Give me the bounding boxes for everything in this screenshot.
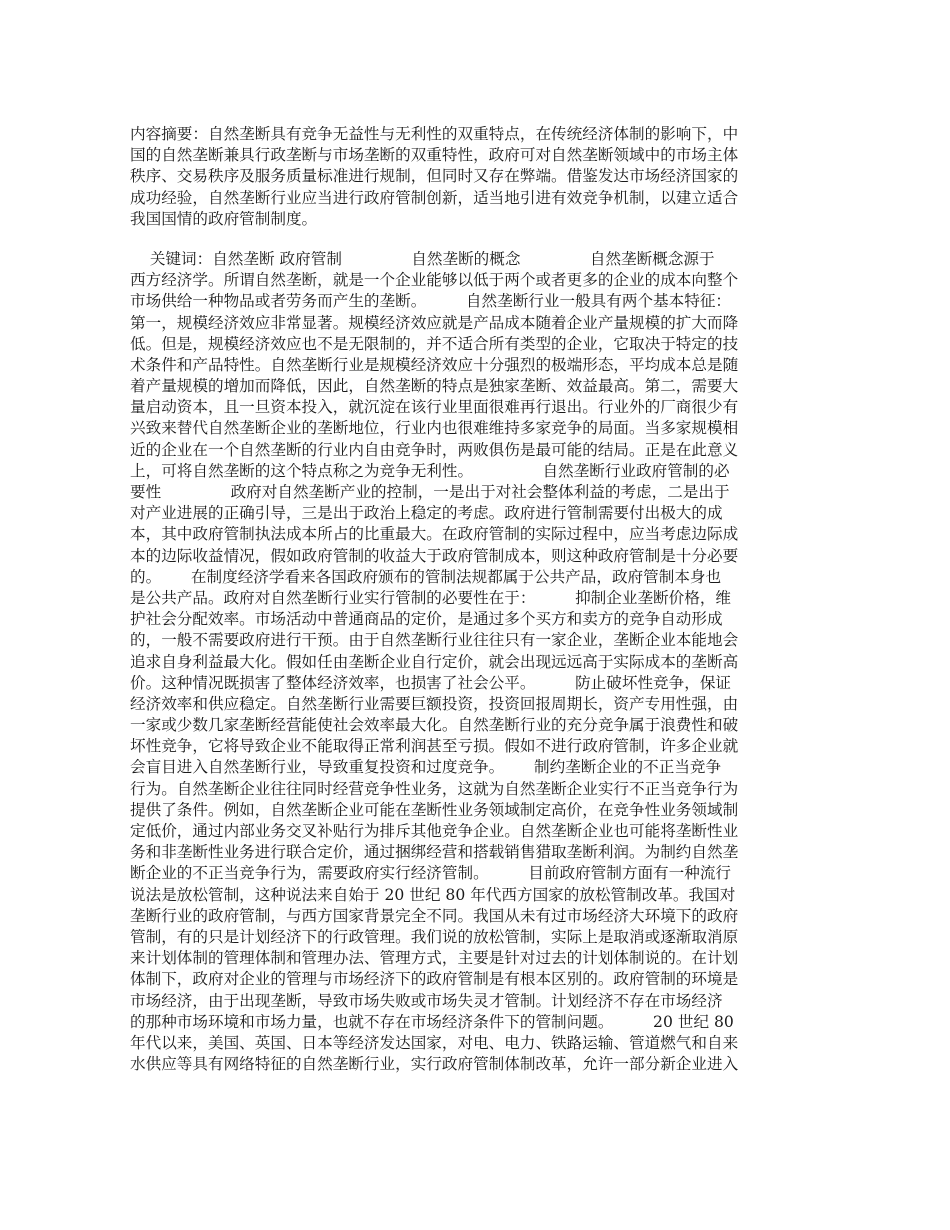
text-line: 第一，规模经济效应非常显著。规模经济效应就是产品成本随着企业产量规模的扩大而降 [130,313,739,332]
text-line: 国的自然垄断兼具行政垄断与市场垄断的双重特性，政府可对自然垄断领域中的市场主体 [130,146,739,165]
text-line: 价。这种情况既损害了整体经济效率，也损害了社会公平。 防止破坏性竞争，保证 [130,673,732,692]
body-paragraph [130,249,842,1075]
text-line: 护社会分配效率。市场活动中普通商品的定价，是通过多个买方和卖方的竞争自动形成 [130,610,723,629]
document-page [130,124,842,1075]
text-line: 量启动资本，且一旦资本投入，就沉淀在该行业里面很难再行退出。行业外的厂商很少有 [130,398,739,417]
text-line: 会盲目进入自然垄断行业，导致重复投资和过度竞争。 制约垄断企业的不正当竞争 [130,758,722,777]
text-line: 成功经验，自然垄断行业应当进行政府管制创新，适当地引进有效竞争机制，以建立适合 [130,188,739,207]
text-line: 说法是放松管制，这种说法来自始于 20 世纪 80 年代西方国家的放松管制改革。我国对 [130,885,736,904]
text-line: 追求自身利益最大化。假如任由垄断企业自行定价，就会出现远远高于实际成本的垄断高 [130,652,739,671]
text-line: 低。但是，规模经济效应也不是无限制的，并不适合所有类型的企业，它取决于特定的技 [130,334,739,353]
text-line: 体制下，政府对企业的管理与市场经济下的政府管制是有根本区别的。政府管制的环境是 [130,970,739,989]
text-line: 秩序、交易秩序及服务质量标准进行规制，但同时又存在弊端。借鉴发达市场经济国家的 [130,167,739,186]
text-line: 经济效率和供应稳定。自然垄断行业需要巨额投资，投资回报周期长，资产专用性强，由 [130,694,739,713]
text-line: 的，一般不需要政府进行干预。由于自然垄断行业往往只有一家企业，垄断企业本能地会 [130,631,739,650]
text-line: 近的企业在一个自然垄断的行业内自由竞争时，两败俱伤是最可能的结局。正是在此意义 [130,440,739,459]
text-line: 本，其中政府管制执法成本所占的比重最大。在政府管制的实际过程中，应当考虑边际成 [130,525,739,544]
text-line: 内容摘要：自然垄断具有竞争无益性与无利性的双重特点，在传统经济体制的影响下，中 [130,125,739,143]
text-line: 着产量规模的增加而降低，因此，自然垄断的特点是独家垄断、效益最高。第二，需要大 [130,377,739,396]
text-line: 术条件和产品特性。自然垄断行业是规模经济效应十分强烈的极端形态，平均成本总是随 [130,355,739,374]
text-line: 来计划体制的管理体制和管理办法、管理方式，主要是针对过去的计划体制说的。在计划 [130,949,739,968]
text-line: 本的边际收益情况，假如政府管制的收益大于政府管制成本，则这种政府管制是十分必要 [130,546,739,565]
text-line: 断企业的不正当竞争行为，需要政府实行经济管制。 目前政府管制方面有一种流行 [130,864,732,883]
text-line: 的。 在制度经济学看来各国政府颁布的管制法规都属于公共产品，政府管制本身也 [130,567,722,586]
paragraph-gap [130,230,842,249]
text-line: 是公共产品。政府对自然垄断行业实行管制的必要性在于： 抑制企业垄断价格，维 [130,588,732,607]
abstract-paragraph [130,124,842,230]
text-line: 水供应等具有网络特征的自然垄断行业，实行政府管制体制改革，允许一部分新企业进入 [130,1055,739,1074]
text-line: 市场经济，由于出现垄断，导致市场失败或市场失灵才管制。计划经济不存在市场经济 [130,991,723,1010]
text-line: 坏性竞争，它将导致企业不能取得正常利润甚至亏损。假如不进行政府管制，许多企业就 [130,737,739,756]
text-line: 对产业进展的正确引导，三是出于政治上稳定的考虑。政府进行管制需要付出极大的成 [130,504,723,523]
text-line: 一家或少数几家垄断经营能使社会效率最大化。自然垄断行业的充分竞争属于浪费性和破 [130,716,739,735]
text-line: 要性 政府对自然垄断产业的控制，一是出于对社会整体利益的考虑，二是出于 [130,483,730,501]
text-line: 关键词：自然垄断 政府管制 自然垄断的概念 自然垄断概念源于 [130,249,715,268]
text-line: 提供了条件。例如，自然垄断企业可能在垄断性业务领域制定高价，在竞争性业务领域制 [130,800,739,819]
text-line: 我国国情的政府管制制度。 [130,209,318,228]
text-line: 定低价，通过内部业务交叉补贴行为排斥其他竞争企业。自然垄断企业也可能将垄断性业 [130,822,739,840]
text-line: 管制，有的只是计划经济下的行政管理。我们说的放松管制，实际上是取消或逐渐取消原 [130,927,739,946]
text-line: 西方经济学。所谓自然垄断，就是一个企业能够以低于两个或者更多的企业的成本向整个 [130,271,739,290]
text-line: 垄断行业的政府管制，与西方国家背景完全不同。我国从未有过市场经济大环境下的政府 [130,906,739,925]
text-line: 务和非垄断性业务进行联合定价，通过捆绑经营和搭载销售猎取垄断利润。为制约自然垄 [130,843,739,862]
text-line: 兴致来替代自然垄断企业的垄断地位，行业内也很难维持多家竞争的局面。当多家规模相 [130,419,739,438]
text-line: 年代以来，美国、英国、日本等经济发达国家，对电、电力、铁路运输、管道燃气和自来 [130,1033,739,1052]
text-line: 上，可将自然垄断的这个特点称之为竞争无利性。 自然垄断行业政府管制的必 [130,461,730,480]
text-line: 的那种市场环境和市场力量，也就不存在市场经济条件下的管制问题。 20 世纪 80 [130,1012,734,1031]
text-line: 行为。自然垄断企业往往同时经营竞争性业务，这就为自然垄断企业实行不正当竞争行为 [130,779,739,798]
text-line: 市场供给一种物品或者劳务而产生的垄断。 自然垄断行业一般具有两个基本特征： [130,292,732,311]
